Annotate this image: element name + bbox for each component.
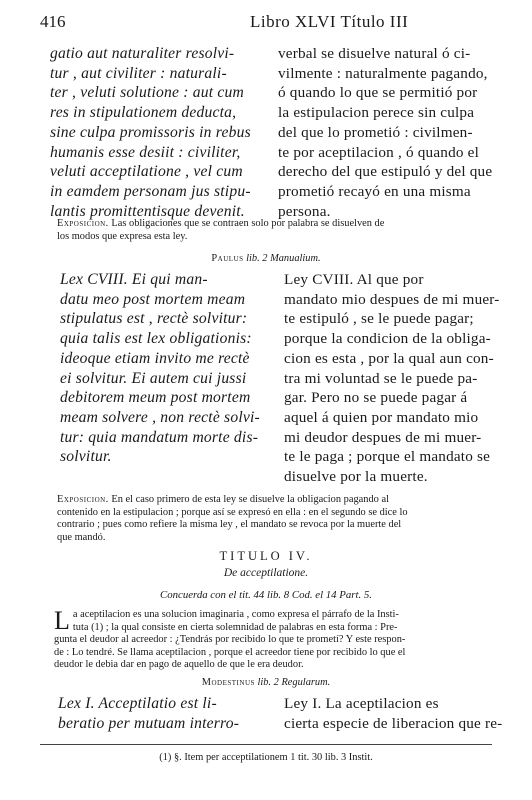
latin-line: ei solvitur. Ei autem cui jussi [60,369,247,387]
spanish-column-block1 [278,44,492,221]
spanish-line: tra mi voluntad se le puede pa- [284,369,478,387]
spanish-line: del que lo prometió : civilmen- [278,123,473,141]
latin-column-block2 [60,270,278,467]
spanish-line: vilmente : naturalmente pagando, [278,64,488,82]
footnote: (1) §. Item per acceptilationem 1 tit. 30 lib. 3 Instit. [159,752,373,763]
spanish-line: verbal se disuelve natural ó ci- [278,45,471,62]
spanish-line: prometió recayó en una misma [278,182,471,200]
exposicion-text: Las obligaciones que se contraen solo por palabra se disuelven de [108,218,385,229]
exposicion-text: En el caso primero de esta ley se disuelve la obligacion pagando al [108,494,389,505]
exposicion-text: los modos que expresa esta ley. [57,230,188,242]
source-work: lib. 2 Manualium. [243,253,321,264]
spanish-line: cion es esta , por la qual aun con- [284,349,494,367]
spanish-line: disuelve por la muerte. [284,468,428,486]
latin-line: tur , aut civiliter : naturali- [50,64,227,82]
spanish-line: mi deudor despues de mi muer- [284,428,482,446]
spanish-line: ó quando lo que se permitió por [278,84,478,102]
latin-column-block1 [50,44,272,221]
footnote-rule [40,744,492,745]
intro-line: de : Lo tendré. Se llama aceptilacion , porque el acreedor tiene por recibido lo que el [54,646,406,658]
exposicion-text: contrario ; pues como refiere la misma ley , el mandato se revoca por la muerte del [57,519,402,531]
latin-line: res in stipulationem deducta, [50,104,237,122]
spanish-line: aquel á quien por mandato mio [284,408,479,426]
source-citation-2 [40,677,492,690]
latin-line: datu meo post mortem meam [60,290,246,308]
running-header [40,12,492,36]
running-head-title: Libro XLVI Título III [250,12,409,31]
concordance-line: Concuerda con el tit. 44 lib. 8 Cod. el 14 Part. 5. [160,589,372,601]
exposicion-text: que mandó. [57,531,106,543]
spanish-column-block2 [284,270,500,487]
spanish-line: Ley I. La aceptilacion es [284,695,439,712]
spanish-line: persona. [278,202,331,220]
latin-line: debitorem meum post mortem [60,389,251,407]
spanish-line: derecho del que estipuló y del que [278,163,493,181]
source-author: Paulus [211,253,244,264]
spanish-line: la estipulacion perece sin culpa [278,104,475,122]
latin-line: Lex I. Acceptilatio est li- [58,695,217,712]
source-author: Modestinus [201,677,255,688]
intro-paragraph [54,606,502,672]
latin-line: humanis esse desiit : civiliter, [50,143,241,161]
spanish-line: mandato mio despues de mi muer- [284,290,500,308]
spanish-line: te le paga ; porque el mandato se [284,448,491,466]
intro-line: tuta (1) ; la qual consiste en cierta solemnidad de palabras en esta forma : Pre- [72,621,398,633]
spanish-line: cierta especie de liberacion que re- [284,714,503,732]
intro-line: gunta el deudor al acreedor : ¿Tendrás por recibido lo que te prometí? Y este respon- [54,634,406,646]
spanish-column-block3 [284,694,503,733]
exposicion-note-1 [57,218,497,243]
chapter-title: TITULO IV. [219,549,313,563]
spanish-line: te estipuló , se le puede pagar; [284,310,474,328]
latin-line: quia talis est lex obligationis: [60,330,252,348]
spanish-line: porque la condicion de la obliga- [284,330,491,348]
spanish-line: te por aceptilacion , ó quando el [278,143,480,161]
page-number: 416 [40,12,66,31]
latin-line: Lex CVIII. Ei qui man- [60,271,208,288]
latin-line: tur: quia mandatum morte dis- [60,428,259,446]
intro-line: a aceptilacion es una solucion imaginaria , como expresa el párrafo de la Insti- [72,609,399,620]
latin-line: solvitur. [60,448,112,466]
source-citation-1 [40,253,492,266]
spanish-line: Ley CVIII. Al que por [284,271,424,288]
exposicion-note-2 [57,494,497,544]
latin-line: veluti acceptilatione , vel cum [50,163,243,181]
intro-line: deudor le debia dar en pago de aquello de que le era deudor. [54,659,304,671]
latin-line: ideoque etiam invito me rectè [60,349,250,367]
latin-column-block3 [58,694,278,733]
drop-cap: L [54,606,70,635]
chapter-subtitle: De acceptilatione. [223,567,309,579]
source-work: lib. 2 Regularum. [254,677,331,688]
exposicion-label: Exposicion. [57,218,109,229]
latin-line: beratio per mutuam interro- [58,714,240,732]
exposicion-label: Exposicion. [57,494,109,505]
spanish-line: gar. Pero no se puede pagar á [284,389,468,407]
exposicion-text: contenido en la estipulacion ; porque así se expresó en ella : en el segundo se dice lo [57,506,408,518]
latin-line: in eamdem personam jus stipu- [50,182,251,200]
latin-line: gatio aut naturaliter resolvi- [50,45,235,62]
latin-line: sine culpa promissoris in rebus [50,123,251,141]
latin-line: ter , veluti solutione : aut cum [50,84,244,102]
latin-line: meam solvere , non rectè solvi- [60,408,260,426]
latin-line: lantis promittentisque devenit. [50,202,245,220]
latin-line: stipulatus est , rectè solvitur: [60,310,248,328]
